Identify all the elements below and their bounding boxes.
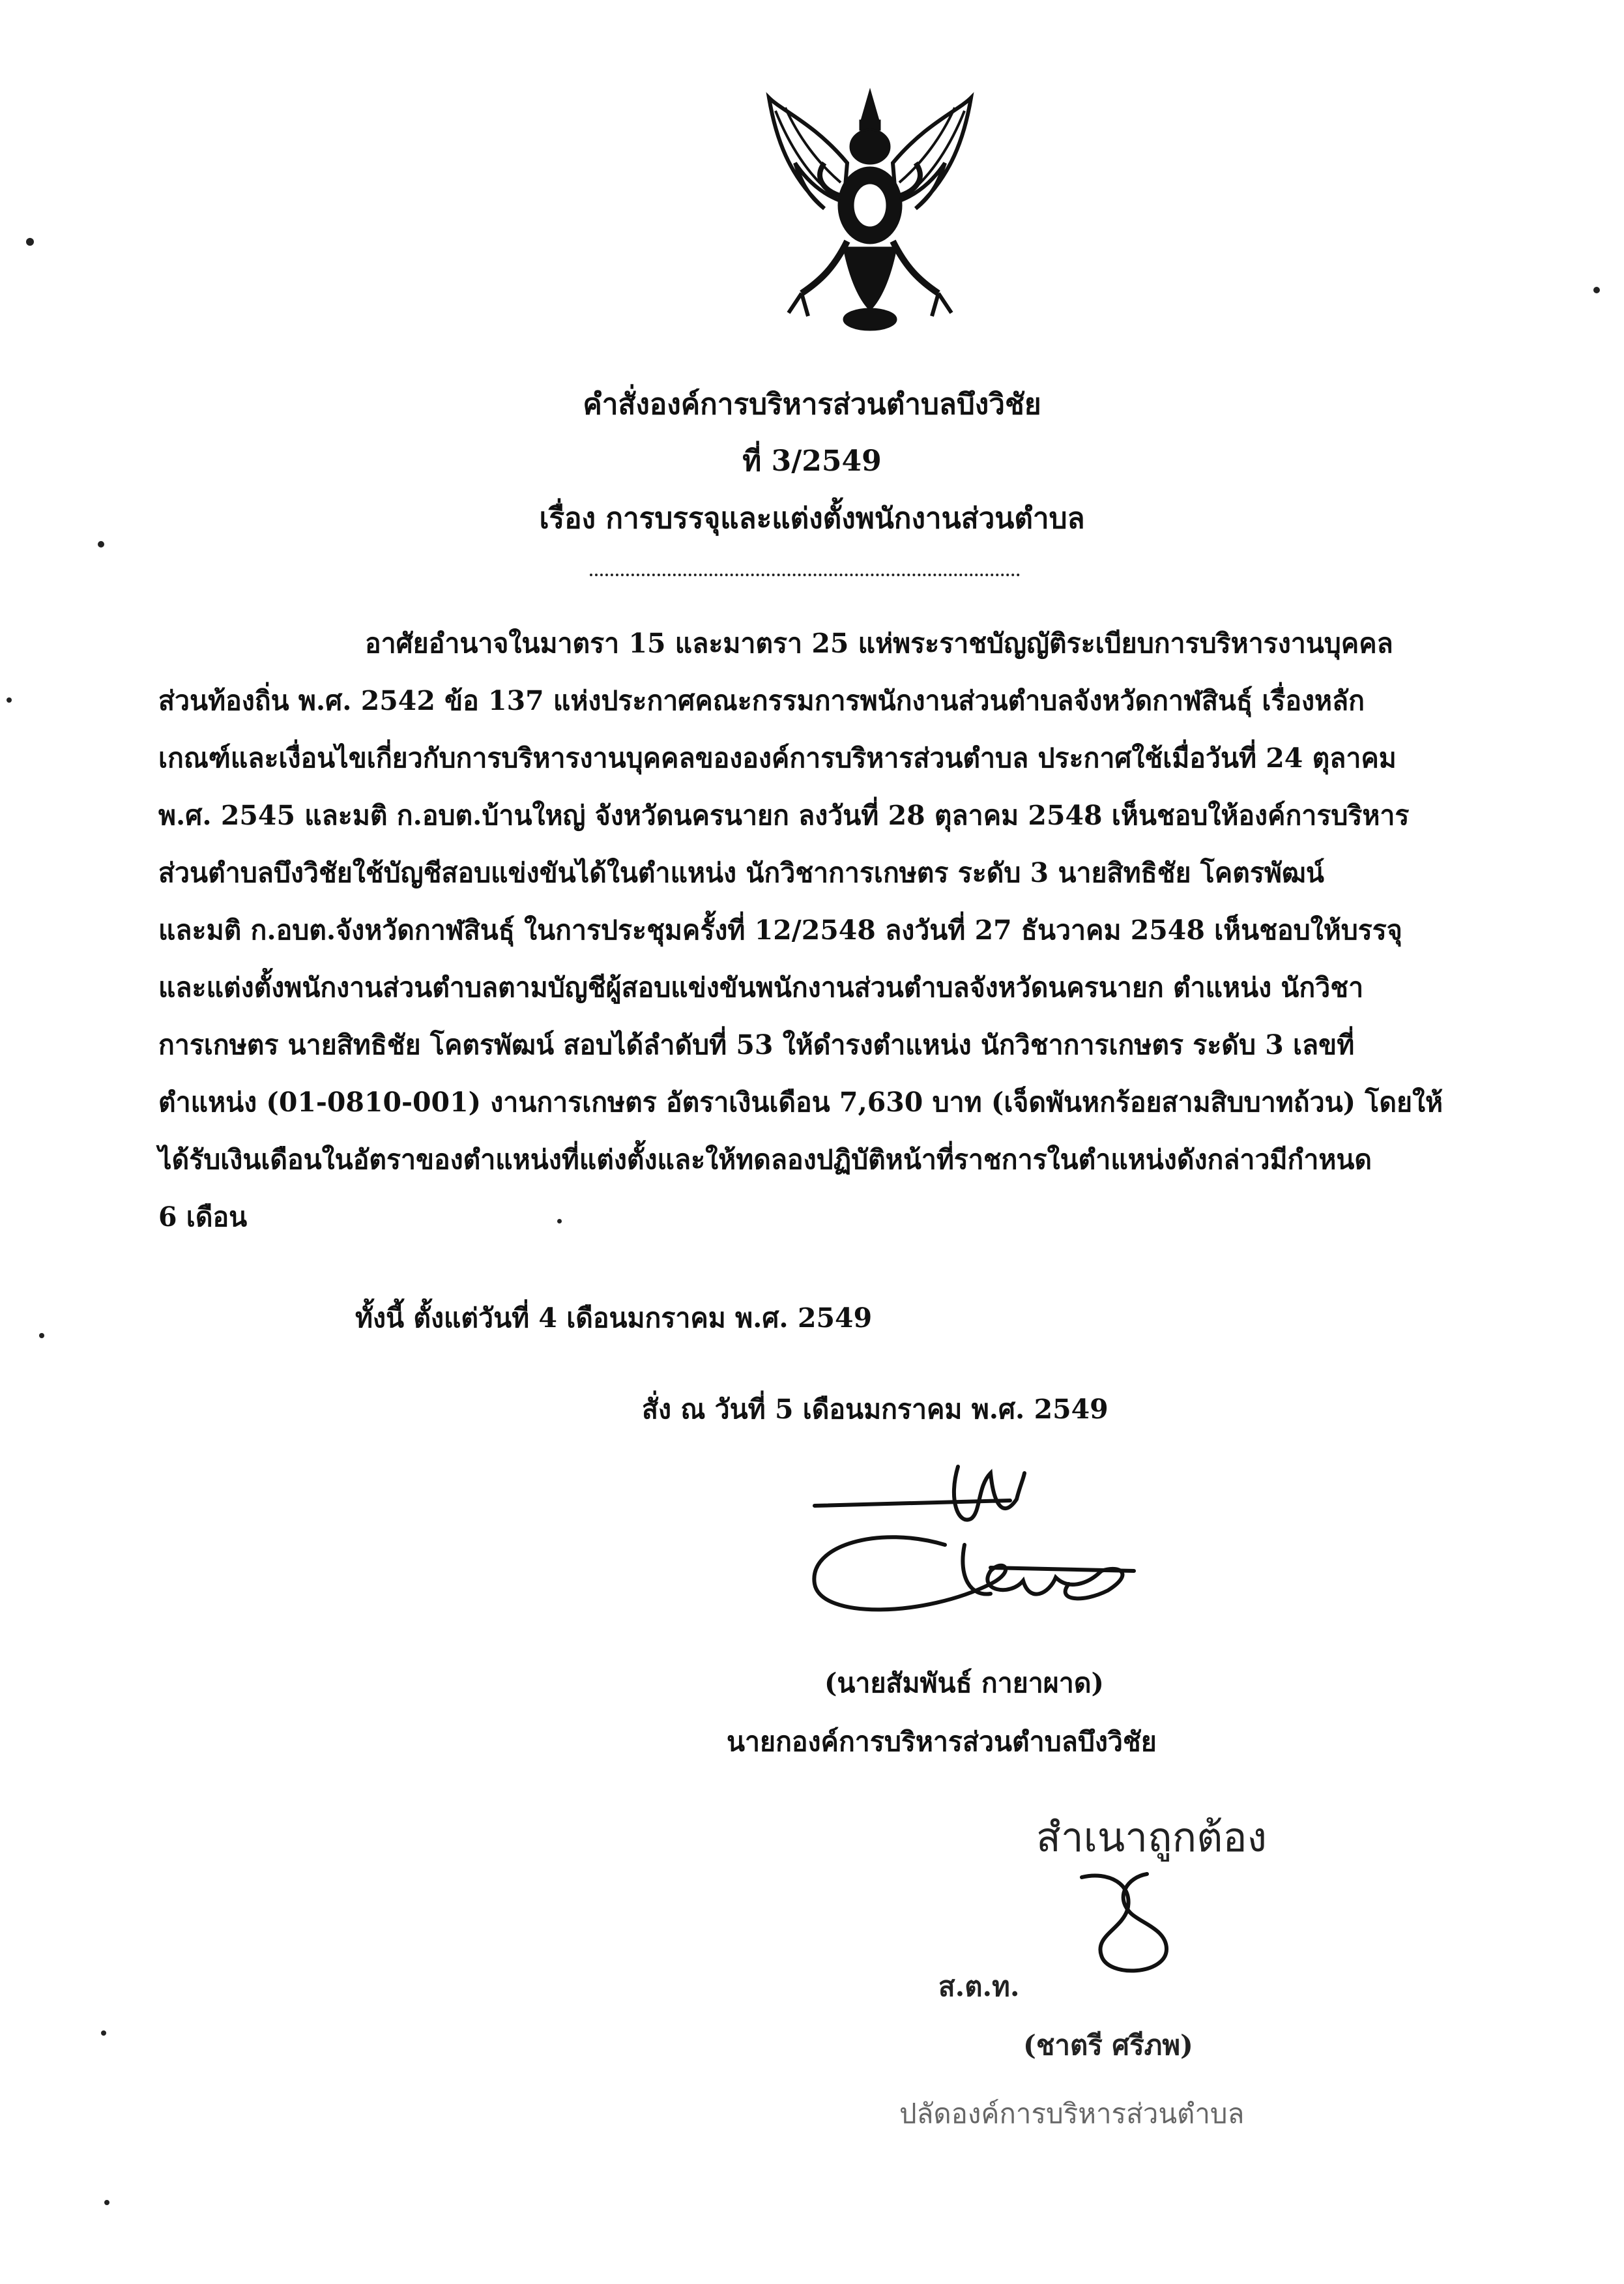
- copy-certified: สำเนาถูกต้อง: [1036, 1813, 1267, 1861]
- body-line: การเกษตร นายสิทธิชัย โคตรพัฒน์ สอบได้ลำดับที่ 53 ให้ดำรงตำแหน่ง นักวิชาการเกษตร ระดับ 3 เลขที่: [158, 1029, 1355, 1061]
- body-line: ส่วนตำบลบึงวิชัยใช้บัญชีสอบแข่งขันได้ในตำแหน่ง นักวิชาการเกษตร ระดับ 3 นายสิทธิชัย โคตรพัฒน์: [158, 857, 1324, 888]
- signatory-position: นายกองค์การบริหารส่วนตำบลบึงวิชัย: [727, 1726, 1157, 1757]
- scan-speck: [557, 1219, 562, 1223]
- header-divider: [590, 574, 1020, 576]
- body-line: ได้รับเงินเดือนในอัตราของตำแหน่งที่แต่งตั้งและให้ทดลองปฏิบัติหน้าที่ราชการในตำแหน่งดังกล่าวมีกำหนด: [158, 1144, 1372, 1175]
- order-title: คำสั่งองค์การบริหารส่วนตำบลบึงวิชัย: [583, 388, 1041, 421]
- body-line: พ.ศ. 2545 และมติ ก.อบต.บ้านใหญ่ จังหวัดนครนายก ลงวันที่ 28 ตุลาคม 2548 เห็นชอบให้องค์การบริหาร: [158, 800, 1410, 831]
- scan-speck: [39, 1333, 44, 1338]
- order-date: สั่ง ณ วันที่ 5 เดือนมกราคม พ.ศ. 2549: [642, 1394, 1109, 1425]
- certifier-rank: ส.ต.ท.: [938, 1970, 1020, 2002]
- order-subject: เรื่อง การบรรจุและแต่งตั้งพนักงานส่วนตำบล: [539, 502, 1085, 535]
- scan-speck: [101, 2030, 106, 2036]
- certifier-position: ปลัดองค์การบริหารส่วนตำบล: [899, 2098, 1245, 2130]
- scan-speck: [1593, 287, 1600, 293]
- scan-speck: [26, 238, 34, 246]
- body-line: 6 เดือน: [158, 1201, 248, 1233]
- certifier-name: (ชาตรี ศรีภพ): [1023, 2029, 1193, 2061]
- body-line: และแต่งตั้งพนักงานส่วนตำบลตามบัญชีผู้สอบแข่งขันพนักงานส่วนตำบลจังหวัดนครนายก ตำแหน่ง นักวิชา: [158, 972, 1364, 1003]
- scan-speck: [104, 2200, 109, 2205]
- garuda-emblem-icon: [762, 85, 978, 345]
- body-line: และมติ ก.อบต.จังหวัดกาฬสินธุ์ ในการประชุมครั้งที่ 12/2548 ลงวันที่ 27 ธันวาคม 2548 เห็นชอบให้บรรจุ: [158, 915, 1402, 946]
- body-line: เกณฑ์และเงื่อนไขเกี่ยวกับการบริหารงานบุคคลขององค์การบริหารส่วนตำบล ประกาศใช้เมื่อวันที่ 24 ตุลาคม: [158, 742, 1397, 774]
- mayor-signature: [795, 1454, 1160, 1636]
- effective-date: ทั้งนี้ ตั้งแต่วันที่ 4 เดือนมกราคม พ.ศ. 2549: [355, 1302, 873, 1334]
- body-line: ตำแหน่ง (01-0810-001) งานการเกษตร อัตราเงินเดือน 7,630 บาท (เจ็ดพันหกร้อยสามสิบบาทถ้วน) โดยให้: [158, 1087, 1443, 1118]
- scan-speck: [7, 697, 12, 703]
- order-number: ที่ 3/2549: [742, 445, 882, 478]
- certifier-signature: [1069, 1864, 1193, 1982]
- body-line: อาศัยอำนาจในมาตรา 15 และมาตรา 25 แห่พระราชบัญญัติระเบียบการบริหารงานบุคคล: [365, 628, 1393, 659]
- signatory-name: (นายสัมพันธ์ กายาผาด): [824, 1667, 1104, 1699]
- scan-speck: [98, 541, 104, 548]
- body-line: ส่วนท้องถิ่น พ.ศ. 2542 ข้อ 137 แห่งประกาศคณะกรรมการพนักงานส่วนตำบลจังหวัดกาฬสินธุ์ เรื่องหลัก: [158, 685, 1365, 716]
